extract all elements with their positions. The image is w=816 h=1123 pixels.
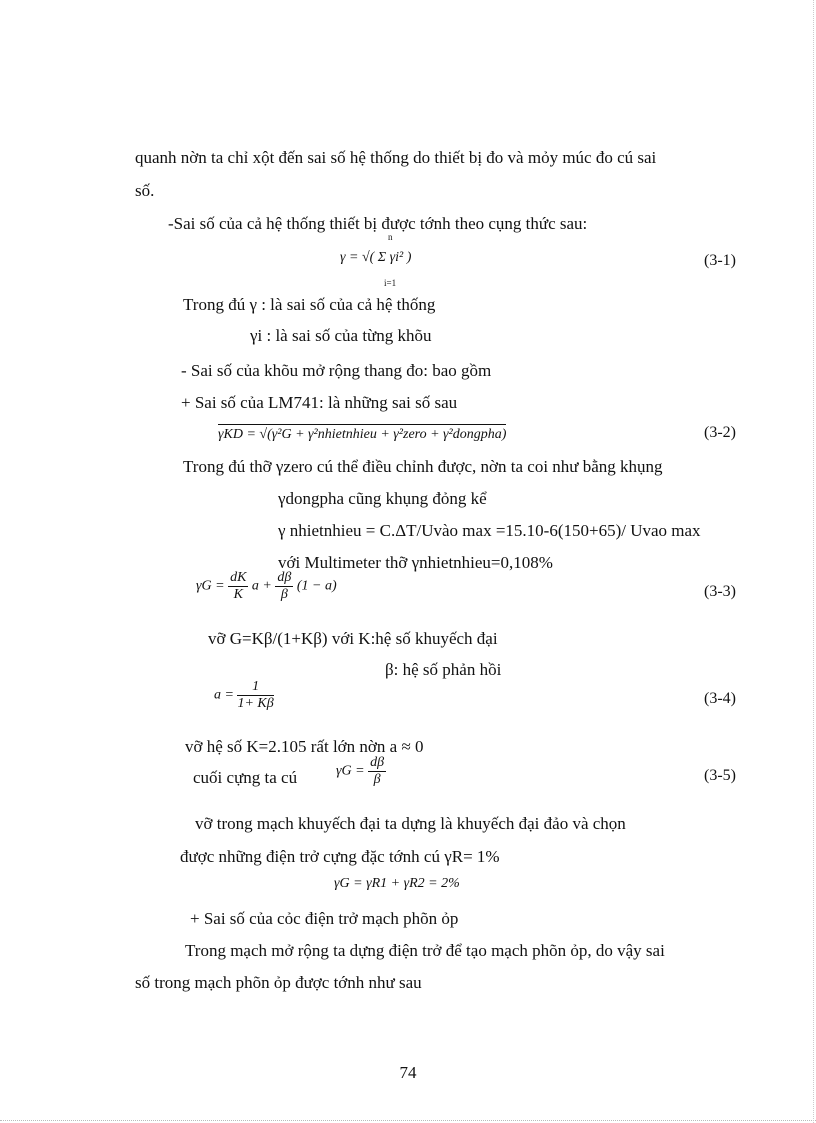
page-border-bottom	[0, 1120, 816, 1121]
equation-number-3-1: (3-1)	[704, 252, 736, 269]
text-line-4: Trong đú γ : là sai số của cả hệ thống	[183, 295, 436, 314]
text-line-18: + Sai số của cỏc điện trở mạch phõn ỏp	[190, 909, 459, 928]
equation-number-3-2: (3-2)	[704, 424, 736, 441]
fraction-numerator: dβ	[277, 570, 292, 585]
text-line-13: β: hệ số phản hồi	[385, 660, 502, 679]
fraction-numerator: dβ	[370, 755, 385, 770]
text-line-20: số trong mạch phõn ỏp được tớnh như sau	[135, 973, 422, 992]
text-line-10: γ nhietnhieu = C.ΔT/Uvào max =15.10-6(150+65)/ Uvao max	[278, 521, 701, 540]
equation-3-1-body: γ = √( Σ γi² )	[340, 250, 412, 265]
text-line-17: được những điện trở cựng đặc tớnh cú γR= 1%	[180, 847, 500, 866]
page-number: 74	[399, 1063, 417, 1082]
page-border-right	[813, 0, 814, 1123]
equation-number-3-3: (3-3)	[704, 583, 736, 600]
equation-3-5	[336, 755, 386, 788]
text-line-2: số.	[135, 181, 155, 200]
equation-3-3-lhs: γG =	[196, 578, 225, 594]
fraction-dbeta-beta	[275, 570, 293, 603]
text-line-7: + Sai số của LM741: là những sai số sau	[181, 393, 458, 412]
text-line-16: vỡ trong mạch khuyếch đại ta dựng là khuyếch đại đảo và chọn	[195, 814, 626, 833]
fraction-denominator: 1+ Kβ	[237, 696, 274, 711]
text-line-9: γdongpha cũng khụng đỏng kể	[278, 489, 487, 508]
text-line-6: - Sai số của khõu mở rộng thang đo: bao gồm	[181, 361, 492, 380]
sum-lower-limit: i=1	[384, 278, 397, 288]
equation-number-3-4: (3-4)	[704, 690, 736, 707]
fraction-dk-k	[228, 570, 248, 603]
equation-3-4-lhs: a =	[214, 687, 234, 703]
text-line-5: γi : là sai số của từng khõu	[250, 326, 432, 345]
fraction-denominator: β	[280, 587, 288, 602]
text-line-1: quanh nờn ta chỉ xột đến sai số hệ thống do thiết bị đo và mỏy múc đo cú sai	[135, 148, 657, 167]
equation-3-2: γKD = √(γ²G + γ²nhietnhieu + γ²zero + γ²dongpha)	[218, 424, 506, 443]
text-line-15: cuối cựng ta cú	[193, 768, 298, 787]
text-line-12: vỡ G=Kβ/(1+Kβ) với K:hệ số khuyếch đại	[208, 629, 498, 648]
equation-gamma-g: γG = γR1 + γR2 = 2%	[334, 876, 460, 891]
equation-3-4	[214, 679, 274, 712]
equation-3-3-mid: a +	[251, 578, 272, 594]
text-line-14: vỡ hệ số K=2.105 rất lớn nờn a ≈ 0	[185, 737, 424, 756]
text-line-19: Trong mạch mở rộng ta dựng điện trở để tạo mạch phõn ỏp, do vậy sai	[185, 941, 665, 960]
equation-3-3	[196, 570, 337, 603]
sum-upper-limit: n	[388, 232, 393, 242]
equation-3-3-tail: (1 − a)	[296, 578, 337, 594]
text-line-3: -Sai số của cả hệ thống thiết bị được tớnh theo cụng thức sau:	[168, 214, 588, 233]
fraction-denominator: K	[233, 587, 243, 602]
equation-3-5-lhs: γG =	[336, 763, 365, 779]
equation-3-1	[340, 232, 412, 288]
text-line-8: Trong đú thỡ γzero cú thể điều chỉnh được, nờn ta coi như bằng khụng	[183, 457, 663, 476]
text-line-11: với Multimeter thỡ γnhietnhieu=0,108%	[278, 553, 553, 572]
equation-number-3-5: (3-5)	[704, 767, 736, 784]
fraction-dbeta-beta	[368, 755, 386, 788]
fraction-numerator: dK	[230, 570, 247, 585]
fraction-numerator: 1	[237, 679, 273, 696]
fraction-one-over-1-kbeta	[237, 679, 273, 712]
fraction-denominator: β	[373, 772, 381, 787]
